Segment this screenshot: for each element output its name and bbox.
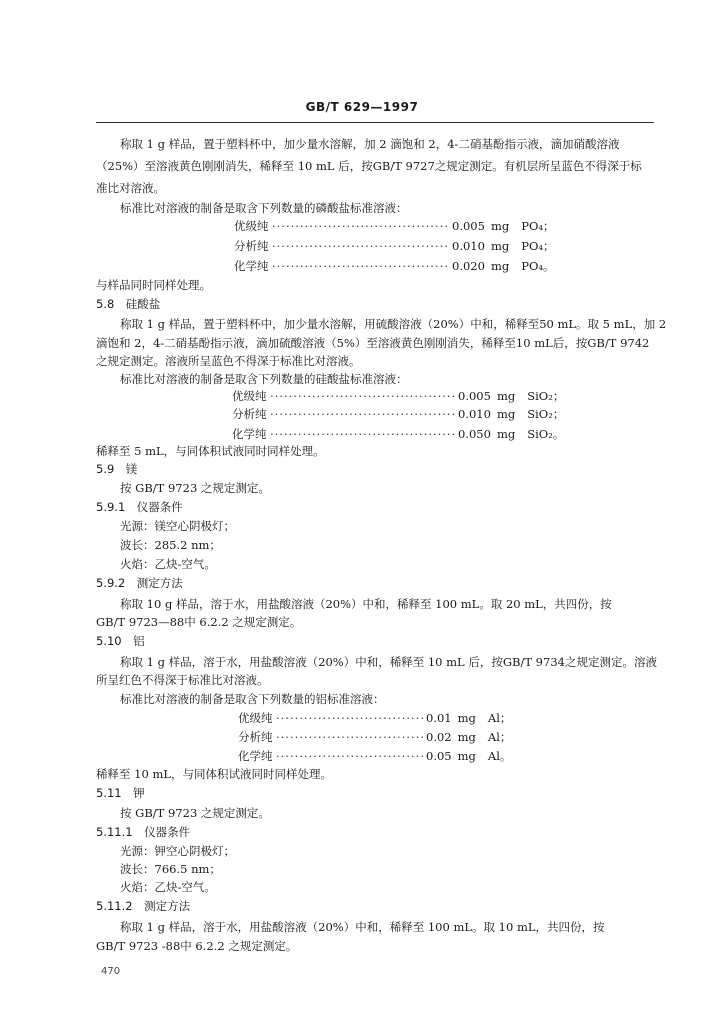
amount-unit: mg	[490, 259, 510, 273]
paragraph-line: 按 GB/T 9723 之规定测定。	[120, 806, 270, 820]
chemical-formula: PO₄；	[521, 239, 555, 253]
leader-dots: ································	[276, 730, 425, 744]
amount-unit: mg	[490, 239, 510, 253]
chemical-formula: Al；	[487, 730, 512, 744]
leader-dots: ······································	[272, 259, 449, 273]
amount-value: 0.020	[452, 259, 485, 273]
list-item	[232, 389, 564, 403]
paragraph-line: 波长：285.2 nm；	[120, 538, 221, 552]
paragraph-line: 光源：钾空心阴极灯；	[120, 844, 235, 858]
paragraph-line: 火焰：乙炔-空气。	[120, 880, 216, 894]
paragraph-line: 标准比对溶液的制备是取含下列数量的磷酸盐标准溶液：	[120, 201, 408, 215]
section-heading: 5.9 镁	[96, 462, 138, 476]
amount-unit: mg	[496, 427, 516, 441]
amount-value: 0.05	[426, 749, 452, 763]
amount-value: 0.005	[452, 219, 485, 233]
chemical-formula: PO₄；	[521, 219, 555, 233]
header-rule	[96, 122, 654, 123]
amount-unit: mg	[496, 407, 516, 421]
paragraph-line: 称取 1 g 样品，溶于水，用盐酸溶液（20%）中和，稀释至 100 mL。取 10 mL，共四份，按	[120, 920, 605, 934]
chemical-formula: SiO₂；	[527, 407, 565, 421]
grade-label: 优级纯	[232, 389, 267, 403]
grade-label: 分析纯	[232, 407, 267, 421]
paragraph-line: 按 GB/T 9723 之规定测定。	[120, 481, 270, 495]
section-heading: 5.8 硅酸盐	[96, 297, 161, 311]
chemical-formula: PO₄。	[521, 259, 555, 273]
paragraph-line: 之规定测定。溶液所呈蓝色不得深于标准比对溶液。	[96, 354, 361, 368]
subsection-heading: 5.11.1 仪器条件	[96, 825, 191, 839]
grade-label: 化学纯	[238, 749, 273, 763]
paragraph-line: 稀释至 5 mL，与同体积试液同时同样处理。	[96, 444, 325, 458]
amount-value: 0.005	[458, 389, 491, 403]
amount-value: 0.02	[426, 730, 452, 744]
leader-dots: ································	[276, 711, 425, 725]
amount-value: 0.050	[458, 427, 491, 441]
section-heading: 5.10 铝	[96, 634, 145, 648]
subsection-heading: 5.9.2 测定方法	[96, 576, 183, 590]
paragraph-line: 与样品同时同样处理。	[96, 278, 211, 292]
list-item	[234, 259, 555, 273]
page-number: 470	[101, 966, 121, 977]
paragraph-line: GB/T 9723 -88中 6.2.2 之规定测定。	[96, 939, 298, 953]
amount-unit: mg	[457, 730, 476, 744]
paragraph-line: 波长：766.5 nm；	[120, 862, 221, 876]
list-item	[232, 427, 564, 441]
amount-value: 0.010	[452, 239, 485, 253]
amount-unit: mg	[457, 711, 476, 725]
leader-dots: ········································	[270, 427, 457, 441]
paragraph-line: 光源：镁空心阴极灯；	[120, 519, 235, 533]
list-item	[238, 730, 511, 744]
leader-dots: ································	[276, 749, 425, 763]
chemical-formula: Al；	[487, 711, 512, 725]
leader-dots: ········································	[270, 407, 457, 421]
paragraph-line: 所呈红色不得深于标准比对溶液。	[96, 673, 269, 687]
paragraph-line: 称取 1 g 样品，置于塑料杯中，加少量水溶解，用硫酸溶液（20%）中和，稀释至50 mL。取 5 mL，加 2	[120, 317, 667, 331]
paragraph-line: 标准比对溶液的制备是取含下列数量的硅酸盐标准溶液：	[120, 372, 408, 386]
paragraph-line: （25%）至溶液黄色刚刚消失，稀释至 10 mL 后，按GB/T 9727之规定测定。有机层所呈蓝色不得深于标	[96, 159, 642, 173]
grade-label: 化学纯	[232, 427, 267, 441]
amount-value: 0.01	[426, 711, 452, 725]
grade-label: 分析纯	[238, 730, 273, 744]
subsection-heading: 5.9.1 仪器条件	[96, 500, 183, 514]
paragraph-line: 滴饱和 2，4-二硝基酚指示液，滴加硫酸溶液（5%）至溶液黄色刚刚消失，稀释至10 mL后，按GB/T 9742	[96, 336, 650, 350]
paragraph-line: 稀释至 10 mL，与同体积试液同时同样处理。	[96, 767, 332, 781]
list-item	[238, 711, 511, 725]
paragraph-line: 标准比对溶液的制备是取含下列数量的铝标准溶液：	[120, 692, 385, 706]
paragraph-line: 火焰：乙炔-空气。	[120, 557, 216, 571]
grade-label: 优级纯	[238, 711, 273, 725]
amount-unit: mg	[457, 749, 476, 763]
paragraph-line: 称取 1 g 样品，置于塑料杯中，加少量水溶解，加 2 滴饱和 2，4-二硝基酚指示液，滴加硝酸溶液	[120, 137, 620, 151]
amount-unit: mg	[496, 389, 516, 403]
leader-dots: ······································	[272, 219, 449, 233]
list-item	[238, 749, 511, 763]
paragraph-line: GB/T 9723—88中 6.2.2 之规定测定。	[96, 615, 302, 629]
chemical-formula: Al。	[487, 749, 512, 763]
running-header: GB/T 629—1997	[305, 100, 419, 114]
leader-dots: ········································	[270, 389, 457, 403]
list-item	[234, 239, 555, 253]
list-item	[234, 219, 555, 233]
subsection-heading: 5.11.2 测定方法	[96, 899, 191, 913]
amount-unit: mg	[490, 219, 510, 233]
paragraph-line: 准比对溶液。	[96, 181, 165, 195]
section-heading: 5.11 钾	[96, 786, 145, 800]
grade-label: 分析纯	[234, 239, 269, 253]
chemical-formula: SiO₂；	[527, 389, 565, 403]
grade-label: 化学纯	[234, 259, 269, 273]
leader-dots: ······································	[272, 239, 449, 253]
paragraph-line: 称取 10 g 样品，溶于水，用盐酸溶液（20%）中和，稀释至 100 mL。取 20 mL，共四份，按	[120, 597, 612, 611]
list-item	[232, 407, 564, 421]
grade-label: 优级纯	[234, 219, 269, 233]
chemical-formula: SiO₂。	[527, 427, 565, 441]
amount-value: 0.010	[458, 407, 491, 421]
paragraph-line: 称取 1 g 样品，溶于水，用盐酸溶液（20%）中和，稀释至 10 mL 后，按GB/T 9734之规定测定。溶液	[120, 655, 657, 669]
